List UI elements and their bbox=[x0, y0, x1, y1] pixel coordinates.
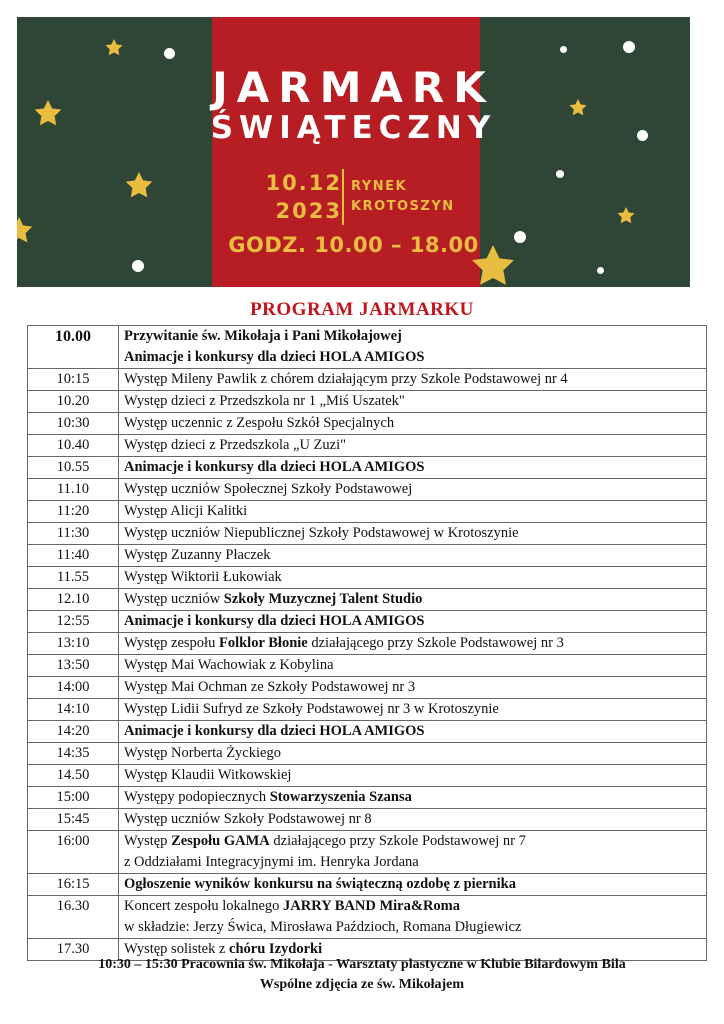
schedule-row bbox=[28, 326, 707, 369]
event-text: Występ Wiktorii Łukowiak bbox=[124, 569, 282, 585]
schedule-event-line bbox=[124, 589, 701, 610]
banner-place bbox=[351, 177, 455, 217]
schedule-event bbox=[119, 809, 707, 831]
schedule-body bbox=[28, 326, 707, 961]
event-text: Występ Mai Wachowiak z Kobylina bbox=[124, 657, 334, 673]
banner-divider bbox=[342, 169, 344, 225]
schedule-row bbox=[28, 501, 707, 523]
schedule-time: 14:20 bbox=[28, 721, 119, 743]
banner-title: JARMARK bbox=[212, 63, 495, 112]
event-banner bbox=[17, 17, 690, 287]
schedule-event-line bbox=[124, 633, 701, 654]
schedule-event-line bbox=[124, 457, 701, 478]
event-highlight: chóru Izydorki bbox=[229, 941, 323, 957]
event-text: Występy podopiecznych bbox=[124, 789, 270, 805]
event-text: Występ bbox=[124, 833, 172, 849]
star-icon bbox=[125, 172, 153, 200]
schedule-time: 11.55 bbox=[28, 567, 119, 589]
schedule-row bbox=[28, 809, 707, 831]
event-text: Występ uczniów Niepublicznej Szkoły Podstawowej w Krotoszynie bbox=[124, 525, 519, 541]
banner-hours: GODZ. 10.00 – 18.00 bbox=[228, 233, 479, 257]
star-icon bbox=[105, 39, 123, 57]
schedule-row bbox=[28, 633, 707, 655]
schedule-time: 16:00 bbox=[28, 831, 119, 874]
banner-date-year: 2023 bbox=[275, 199, 342, 223]
star-icon bbox=[617, 207, 635, 225]
schedule-event bbox=[119, 435, 707, 457]
event-highlight: Animacje i konkursy dla dzieci HOLA AMIGOS bbox=[124, 613, 425, 629]
event-text: w składzie: Jerzy Świca, Mirosława Paździoch, Romana Długiewicz bbox=[124, 919, 522, 935]
event-text: Występ Mileny Pawlik z chórem działającym przy Szkole Podstawowej nr 4 bbox=[124, 371, 568, 387]
schedule-time: 14:35 bbox=[28, 743, 119, 765]
schedule-event bbox=[119, 523, 707, 545]
snow-dot bbox=[556, 170, 564, 178]
schedule-time: 10.00 bbox=[28, 326, 119, 369]
schedule-event-line bbox=[124, 435, 701, 456]
snow-dot bbox=[164, 48, 175, 59]
schedule-event-line bbox=[124, 699, 701, 720]
schedule-time: 10:15 bbox=[28, 369, 119, 391]
schedule-event-line bbox=[124, 743, 701, 764]
schedule-event-line bbox=[124, 391, 701, 412]
schedule-row bbox=[28, 787, 707, 809]
banner-date bbox=[242, 169, 342, 225]
schedule-event-line bbox=[124, 523, 701, 544]
schedule-time: 16.30 bbox=[28, 896, 119, 939]
schedule-event bbox=[119, 633, 707, 655]
schedule-row bbox=[28, 435, 707, 457]
schedule-event-line bbox=[124, 917, 701, 938]
event-text: Występ zespołu bbox=[124, 635, 219, 651]
schedule-time: 13:50 bbox=[28, 655, 119, 677]
event-highlight: Przywitanie św. Mikołaja i Pani Mikołajowej bbox=[124, 328, 402, 344]
schedule-row bbox=[28, 677, 707, 699]
schedule-event-line bbox=[124, 501, 701, 522]
schedule-time: 10.20 bbox=[28, 391, 119, 413]
event-text: Występ uczennic z Zespołu Szkół Specjalnych bbox=[124, 415, 395, 431]
schedule-time: 12.10 bbox=[28, 589, 119, 611]
snow-dot bbox=[132, 260, 144, 272]
schedule-event bbox=[119, 721, 707, 743]
schedule-event bbox=[119, 896, 707, 939]
schedule-row bbox=[28, 874, 707, 896]
event-text: Występ Lidii Sufryd ze Szkoły Podstawowej nr 3 w Krotoszynie bbox=[124, 701, 499, 717]
schedule-row bbox=[28, 831, 707, 874]
schedule-event-line bbox=[124, 479, 701, 500]
schedule-event bbox=[119, 831, 707, 874]
schedule-event bbox=[119, 611, 707, 633]
schedule-time: 12:55 bbox=[28, 611, 119, 633]
schedule-row bbox=[28, 523, 707, 545]
banner-place-line1: RYNEK bbox=[351, 179, 408, 194]
schedule-time: 11:40 bbox=[28, 545, 119, 567]
schedule-event bbox=[119, 391, 707, 413]
schedule-row bbox=[28, 589, 707, 611]
schedule-time: 10.40 bbox=[28, 435, 119, 457]
snow-dot bbox=[597, 267, 604, 274]
schedule-time: 16:15 bbox=[28, 874, 119, 896]
event-text: Występ Alicji Kalitki bbox=[124, 503, 248, 519]
schedule-event bbox=[119, 743, 707, 765]
schedule-time: 15:45 bbox=[28, 809, 119, 831]
schedule-time: 14:00 bbox=[28, 677, 119, 699]
event-highlight: Animacje i konkursy dla dzieci HOLA AMIGOS bbox=[124, 459, 425, 475]
event-text: działającego przy Szkole Podstawowej nr 7 bbox=[269, 833, 526, 849]
event-highlight: Animacje i konkursy dla dzieci HOLA AMIGOS bbox=[124, 723, 425, 739]
schedule-row bbox=[28, 765, 707, 787]
event-highlight: Szkoły Muzycznej Talent Studio bbox=[223, 591, 423, 607]
schedule-event-line bbox=[124, 567, 701, 588]
schedule-event-line bbox=[124, 326, 701, 347]
schedule-time: 11.10 bbox=[28, 479, 119, 501]
schedule-time: 14.50 bbox=[28, 765, 119, 787]
schedule-event-line bbox=[124, 721, 701, 742]
event-highlight: Animacje i konkursy dla dzieci HOLA AMIGOS bbox=[124, 349, 425, 365]
schedule-row bbox=[28, 413, 707, 435]
event-text: Występ Norberta Życkiego bbox=[124, 745, 281, 761]
schedule-event bbox=[119, 655, 707, 677]
event-text: Występ solistek z bbox=[124, 941, 230, 957]
banner-subtitle: ŚWIĄTECZNY bbox=[210, 110, 497, 146]
schedule-event-line bbox=[124, 896, 701, 917]
schedule-row bbox=[28, 896, 707, 939]
schedule-event bbox=[119, 413, 707, 435]
schedule-time: 14:10 bbox=[28, 699, 119, 721]
schedule-event bbox=[119, 874, 707, 896]
schedule-row bbox=[28, 457, 707, 479]
event-highlight: JARRY BAND Mira&Roma bbox=[283, 898, 460, 914]
event-text: Występ Mai Ochman ze Szkoły Podstawowej nr 3 bbox=[124, 679, 416, 695]
footer-workshop-note: 10:30 – 15:30 Pracownia św. Mikołaja - Warsztaty plastyczne w Klubie Bilardowym Bila bbox=[98, 957, 626, 972]
schedule-time: 10.55 bbox=[28, 457, 119, 479]
banner-place-line2: KROTOSZYN bbox=[351, 199, 455, 214]
schedule-row bbox=[28, 721, 707, 743]
schedule-event-line bbox=[124, 655, 701, 676]
footer-photo-note: Wspólne zdjęcia ze św. Mikołajem bbox=[259, 977, 465, 992]
schedule-time: 15:00 bbox=[28, 787, 119, 809]
schedule-event-line bbox=[124, 347, 701, 368]
event-highlight: Folklor Błonie bbox=[218, 635, 308, 651]
schedule-event bbox=[119, 479, 707, 501]
event-text: Występ Klaudii Witkowskiej bbox=[124, 767, 292, 783]
schedule-event-line bbox=[124, 809, 701, 830]
schedule-time: 11:30 bbox=[28, 523, 119, 545]
event-text: Koncert zespołu lokalnego bbox=[124, 898, 284, 914]
schedule-row bbox=[28, 545, 707, 567]
event-highlight: Stowarzyszenia Szansa bbox=[269, 789, 412, 805]
event-text: działającego przy Szkole Podstawowej nr 3 bbox=[307, 635, 564, 651]
schedule-row bbox=[28, 611, 707, 633]
schedule-event bbox=[119, 326, 707, 369]
schedule-time: 11:20 bbox=[28, 501, 119, 523]
schedule-row bbox=[28, 391, 707, 413]
banner-date-day: 10.12 bbox=[265, 171, 342, 195]
event-text: z Oddziałami Integracyjnymi im. Henryka Jordana bbox=[124, 854, 419, 870]
schedule-event bbox=[119, 765, 707, 787]
schedule-event-line bbox=[124, 765, 701, 786]
schedule-row bbox=[28, 655, 707, 677]
event-text: Występ uczniów Społecznej Szkoły Podstawowej bbox=[124, 481, 413, 497]
schedule-table bbox=[27, 325, 707, 961]
event-highlight: Ogłoszenie wyników konkursu na świąteczną ozdobę z piernika bbox=[124, 876, 516, 892]
schedule-event bbox=[119, 567, 707, 589]
snow-dot bbox=[560, 46, 567, 53]
schedule-row bbox=[28, 743, 707, 765]
schedule-time: 17.30 bbox=[28, 939, 119, 961]
event-text: Występ uczniów bbox=[124, 591, 224, 607]
schedule-row bbox=[28, 369, 707, 391]
schedule-event-line bbox=[124, 874, 701, 895]
schedule-event-line bbox=[124, 852, 701, 873]
schedule-event bbox=[119, 787, 707, 809]
program-title: PROGRAM JARMARKU bbox=[250, 299, 474, 320]
snow-dot bbox=[623, 41, 635, 53]
schedule-event bbox=[119, 369, 707, 391]
event-highlight: Zespołu GAMA bbox=[171, 833, 270, 849]
schedule-event bbox=[119, 545, 707, 567]
schedule-event bbox=[119, 677, 707, 699]
event-text: Występ Zuzanny Płaczek bbox=[124, 547, 271, 563]
schedule-event bbox=[119, 589, 707, 611]
schedule-time: 10:30 bbox=[28, 413, 119, 435]
schedule-row bbox=[28, 479, 707, 501]
schedule-time: 13:10 bbox=[28, 633, 119, 655]
schedule-row bbox=[28, 567, 707, 589]
event-text: Występ dzieci z Przedszkola „U Zuzi" bbox=[124, 437, 347, 453]
event-text: Występ uczniów Szkoły Podstawowej nr 8 bbox=[124, 811, 372, 827]
schedule-row bbox=[28, 699, 707, 721]
schedule-event bbox=[119, 501, 707, 523]
schedule-event-line bbox=[124, 677, 701, 698]
event-text: Występ dzieci z Przedszkola nr 1 „Miś Uszatek" bbox=[124, 393, 405, 409]
schedule-event-line bbox=[124, 369, 701, 390]
schedule-event-line bbox=[124, 831, 701, 852]
schedule-event-line bbox=[124, 787, 701, 808]
schedule-event bbox=[119, 699, 707, 721]
schedule-event-line bbox=[124, 413, 701, 434]
schedule-event-line bbox=[124, 611, 701, 632]
schedule-event-line bbox=[124, 545, 701, 566]
schedule-event bbox=[119, 457, 707, 479]
